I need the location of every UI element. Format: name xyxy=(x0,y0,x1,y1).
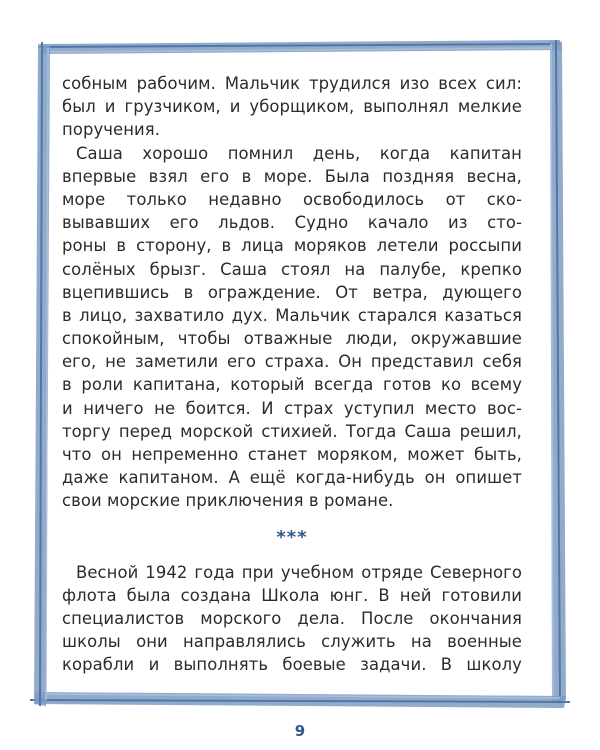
text-line: солёных брызг. Саша стоял на палубе, крепко xyxy=(62,259,522,279)
text-line: в лицо, захватило дух. Мальчик старался казаться xyxy=(62,305,522,325)
text-line: свои морские приключения в романе. xyxy=(62,491,394,511)
text-line: корабли и выполнять боевые задачи. В школу xyxy=(62,655,522,675)
text-line: специалистов морского дела. После окончания xyxy=(62,608,522,628)
text-line: спокойным, чтобы отважные люди, окружавшие xyxy=(62,329,522,349)
page-number: 9 xyxy=(294,722,306,740)
text-line: собным рабочим. Мальчик трудился изо всех сил: xyxy=(62,74,522,93)
text-line: вывавших его льдов. Судно качало из сто- xyxy=(62,213,522,233)
text-line: торгу перед морской стихией. Тогда Саша решил, xyxy=(62,421,522,441)
text-line: школы они направлялись служить на военные xyxy=(62,632,522,652)
text-line: впервые взял его в море. Была поздняя весна, xyxy=(62,166,522,186)
text-line: и ничего не боится. И страх уступил место вос- xyxy=(62,398,522,418)
page-text xyxy=(62,72,522,677)
text-line: роны в сторону, в лица моряков летели россыпи xyxy=(62,236,522,256)
text-line: Весной 1942 года при учебном отряде Северного xyxy=(76,562,522,582)
text-line: в роли капитана, который всегда готов ко всему xyxy=(62,375,522,395)
text-line: вцепившись в ограждение. От ветра, дующего xyxy=(62,282,522,302)
text-line: поручения. xyxy=(62,120,161,140)
text-line: его, не заметили его страха. Он представил себя xyxy=(62,352,522,372)
text-line: был и грузчиком, и уборщиком, выполнял мелкие xyxy=(62,97,522,117)
text-line: даже капитаном. А ещё когда-нибудь он опишет xyxy=(62,468,522,488)
text-line: Саша хорошо помнил день, когда капитан xyxy=(76,143,522,163)
text-line: флота была создана Школа юнг. В ней готовили xyxy=(62,585,522,605)
text-line: что он непременно станет моряком, может быть, xyxy=(62,445,522,464)
text-line: море только недавно освободилось от ско- xyxy=(62,189,522,209)
section-separator: *** xyxy=(276,526,308,548)
